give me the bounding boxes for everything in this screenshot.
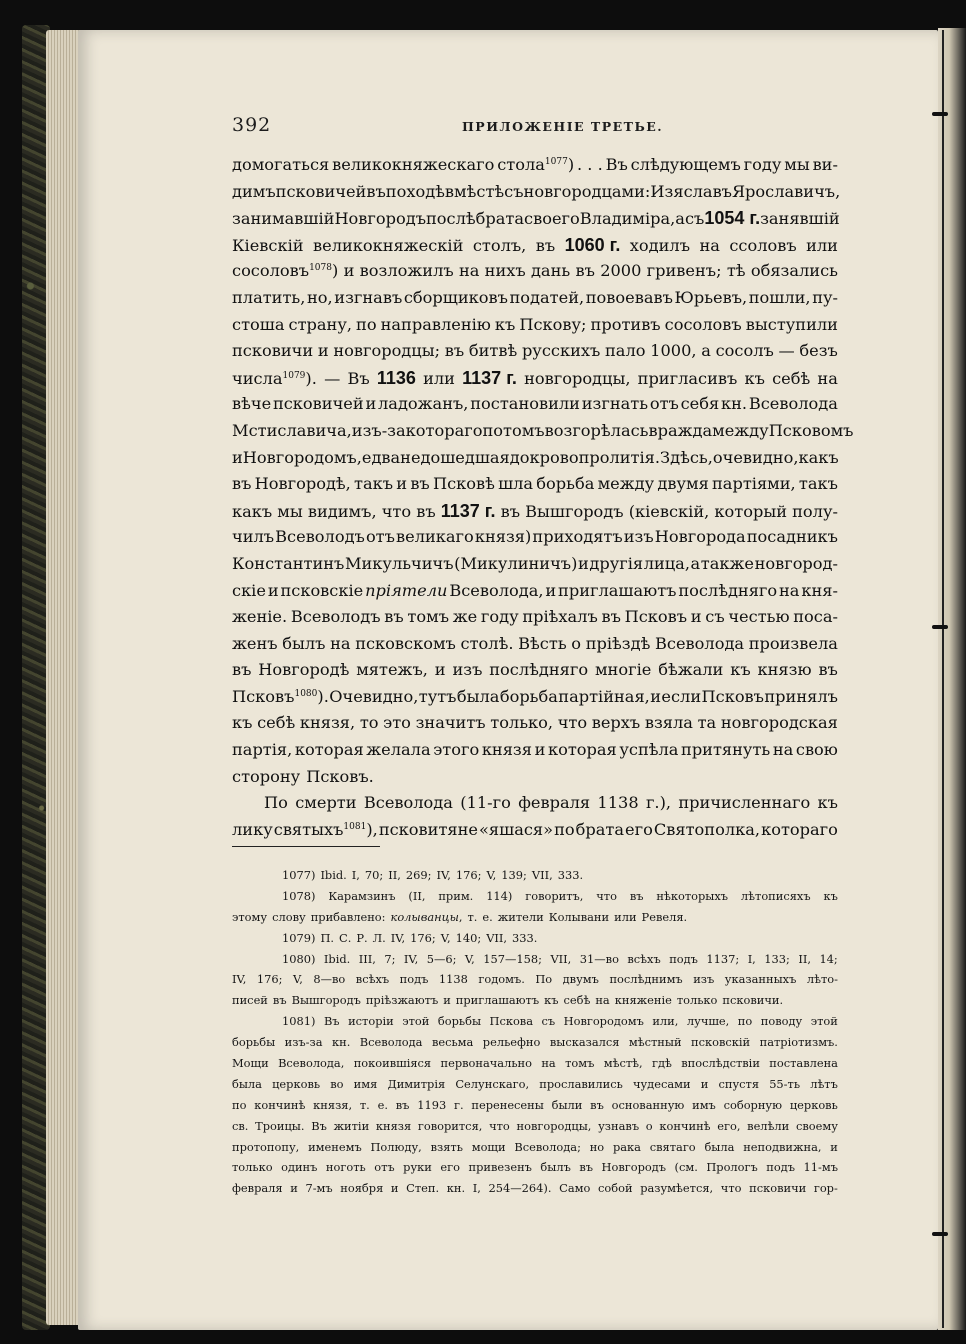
text-line: въ Новгородѣ, такъ и въ Псковѣ шла борьба между двумя партіями, такъ bbox=[232, 474, 838, 494]
text-line: стоша страну, по направленію къ Пскову; противъ сосоловъ выступили bbox=[232, 314, 838, 334]
footnote-line: 1077) Ibid. I, 70; II, 269; IV, 176; V, 139; VII, 333. bbox=[282, 868, 584, 882]
footnote-line: была церковь во имя Димитрія Селунскаго, прославились чудесами и спустя 55-ть лѣтъ bbox=[232, 1076, 838, 1091]
footnote-line: этому слову прибавлено: колыванцы, т. е. жители Колывани или Ревеля. bbox=[232, 909, 688, 924]
text-line: числа$^{1079}$). — Въ 1136 или 1137 г. новгородцы, пригласивъ къ себѣ на bbox=[232, 367, 838, 388]
text-line: лику святыхъ$^{1081}$), псковитяне «яшася» по брата его Святополка, котораго bbox=[232, 819, 838, 839]
footnote-line: св. Троицы. Въ житіи князя говорится, что новгородцы, узнавъ о кончинѣ его, велѣли своему bbox=[232, 1118, 838, 1133]
text-line: По смерти Всеволода (11-го февраля 1138 г.), причисленнаго къ bbox=[264, 793, 838, 813]
text-line: сосоловъ$^{1078}$) и возложилъ на нихъ дань въ 2000 гривенъ; тѣ обязались bbox=[232, 261, 838, 281]
text-line: чилъ Всеволодъ отъ великаго князя) приходятъ изъ Новгорода посадникъ bbox=[232, 527, 838, 547]
footnote-line: 1079) П. С. Р. Л. IV, 176; V, 140; VII, 333. bbox=[282, 930, 538, 945]
text-line: Кіевскій великокняжескій столъ, въ 1060 г. ходилъ на ссоловъ или bbox=[232, 234, 838, 255]
footnote-line: писей въ Вышгородъ пріѣзжаютъ и приглашаютъ къ себѣ на княженіе только псковичи. bbox=[232, 993, 784, 1008]
footnote-rule bbox=[232, 846, 380, 847]
text-line: въ Новгородѣ мятежъ, и изъ послѣдняго многіе бѣжали къ князю въ bbox=[232, 660, 838, 680]
text-line: сторону Псковъ. bbox=[232, 766, 374, 786]
text-line: платить, но, изгнавъ сборщиковъ податей, повоевавъ Юрьевъ, пошли, пу- bbox=[232, 287, 838, 307]
text-line: домогаться великокняжескаго стола$^{1077}$) . . . Въ слѣдующемъ году мы ви- bbox=[232, 155, 838, 174]
text-line: димъ псковичей въ походѣ вмѣстѣ съ новгородцами: Изяславъ Ярославичъ, bbox=[232, 181, 841, 201]
footnote-line: 1078) Карамзинъ (II, прим. 114) говоритъ, что въ нѣкоторыхъ лѣтописяхъ къ bbox=[282, 888, 838, 903]
main-text bbox=[232, 152, 854, 843]
text-line: женъ былъ на псковскомъ столѣ. Вѣсть о пріѣздѣ Всеволода произвела bbox=[232, 633, 838, 653]
binding-thread bbox=[942, 30, 944, 1328]
stitch-mark bbox=[932, 1232, 948, 1236]
text-line: и Новгородомъ, едва не дошедшая до кровопролитія. Здѣсь, очевидно, какъ bbox=[232, 447, 839, 467]
footnote-line: Мощи Всеволода, покоившіяся первоначально на томъ мѣстѣ, гдѣ впослѣдствіи поставлена bbox=[232, 1056, 838, 1071]
text-line: скіе и псковскіе пріятели Всеволода, и приглашаютъ послѣдняго на кня- bbox=[232, 580, 838, 600]
text-line: Мстиславича, изъ-за котораго потомъ возгорѣлась вражда между Псковомъ bbox=[232, 420, 854, 440]
text-line: женіе. Всеволодъ въ томъ же году пріѣхалъ въ Псковъ и съ честью поса- bbox=[232, 607, 838, 627]
footnote-line: IV, 176; V, 8—во всѣхъ подъ 1138 годомъ. По двумъ послѣднимъ изъ указанныхъ лѣто- bbox=[232, 972, 838, 987]
running-title: ПРИЛОЖЕНІЕ ТРЕТЬЕ. bbox=[462, 119, 664, 134]
stitch-mark bbox=[932, 112, 948, 116]
text-line: партія, которая желала этого князя и которая успѣла притянуть на свою bbox=[232, 740, 838, 760]
text-line: Псковъ$^{1080}$). Очевидно, тутъ была борьба партійная, и если Псковъ принялъ bbox=[232, 686, 838, 706]
footnote-line: борьбы изъ-за кн. Всеволода весьма рельефно высказался мѣстный псковскій патріотизмъ. bbox=[232, 1035, 838, 1050]
page-number: 392 bbox=[232, 114, 272, 136]
stitch-mark bbox=[932, 625, 948, 629]
footnotes bbox=[232, 865, 838, 1199]
text-line: Константинъ Микульчичъ (Микулиничъ) и другія лица, а также новгород- bbox=[232, 553, 838, 573]
text-line: къ себѣ князя, то это значитъ только, что верхъ взяла та новгородская bbox=[232, 713, 838, 733]
footnote-line: по кончинѣ князя, т. е. въ 1193 г. перенесены были въ основанную имъ соборную церковь bbox=[232, 1097, 838, 1112]
footnote-line: 1080) Ibid. III, 7; IV, 5—6; V, 157—158; VII, 31—во всѣхъ подъ 1137; I, 133; II, 14; bbox=[282, 951, 838, 966]
text-line: какъ мы видимъ, что въ 1137 г. въ Вышгородъ (кіевскій, который полу- bbox=[232, 500, 838, 521]
footnote-line: только одинъ ноготь отъ руки его привезенъ былъ въ Новгородъ (см. Прологъ подъ 11-мъ bbox=[232, 1160, 838, 1175]
footnote-line: 1081) Въ исторіи этой борьбы Пскова съ Новгородомъ или, лучше, по поводу этой bbox=[282, 1014, 838, 1029]
footnote-line: февраля и 7-мъ ноября и Степ. кн. I, 254—264). Само собой разумѣется, что псковичи гор- bbox=[232, 1181, 838, 1196]
text-line: занимавшій Новгородъ послѣ брата своего Владиміра, а съ 1054 г. занявшій bbox=[232, 208, 840, 229]
footnote-line: протопопу, именемъ Полюду, взять мощи Всеволода; но рака святаго была неподвижна, и bbox=[232, 1139, 838, 1154]
text-line: вѣче псковичей и ладожанъ, постановили изгнать отъ себя кн. Всеволода bbox=[232, 394, 838, 414]
page-header bbox=[232, 114, 838, 144]
text-line: псковичи и новгородцы; въ битвѣ русскихъ пало 1000, а сосолъ — безъ bbox=[232, 341, 838, 361]
